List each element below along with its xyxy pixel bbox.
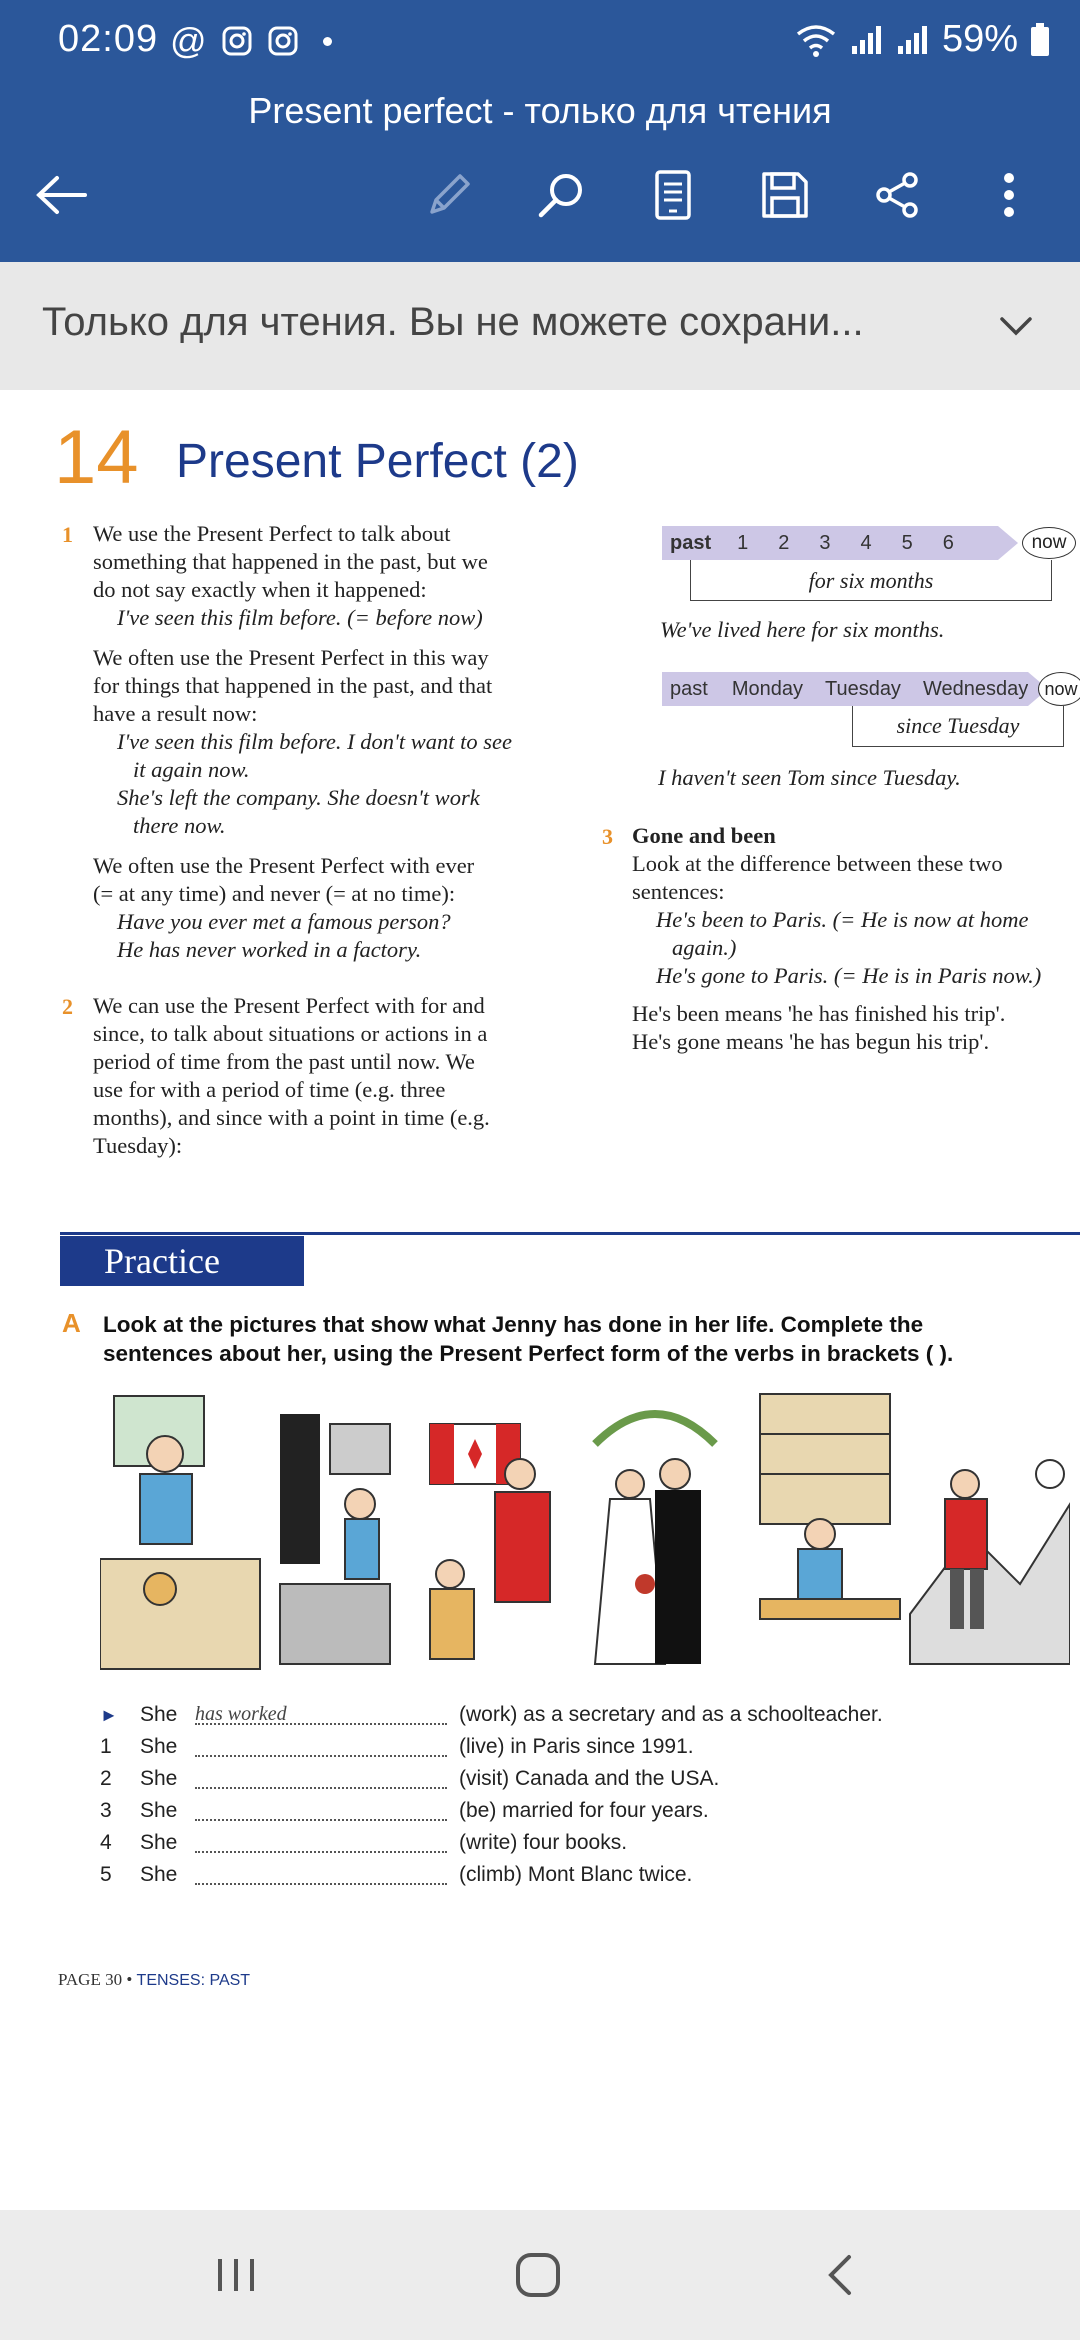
item-prompt: (write) four books.: [459, 1831, 628, 1854]
text-line: We often use the Present Perfect with ever: [93, 853, 475, 878]
document-title: Present perfect - только для чтения: [248, 90, 832, 131]
footer-bullet: •: [126, 1970, 137, 1989]
section-1-text: [93, 520, 563, 964]
instruction-line: sentences about her, using the Present Perfect form of the verbs in brackets ( ).: [103, 1341, 954, 1366]
answer-blank[interactable]: [195, 1737, 447, 1757]
item-subject: She: [140, 1863, 178, 1886]
example-line: I've seen this film before. (= before now): [117, 605, 483, 630]
timeline-label: past: [670, 677, 708, 700]
text-line: sentences:: [632, 879, 725, 904]
battery-percent: 59%: [941, 18, 1018, 60]
text-line: He's gone means 'he has begun his trip'.: [632, 1029, 990, 1054]
wifi-icon: [794, 22, 838, 58]
practice-divider: [60, 1232, 1080, 1235]
item-prompt: (be) married for four years.: [459, 1799, 709, 1822]
reading-view-button[interactable]: [638, 160, 708, 230]
system-navigation-bar: [0, 2210, 1080, 2340]
more-vertical-icon: [999, 170, 1019, 220]
answer-blank[interactable]: [195, 1865, 447, 1885]
writer-illustration: [750, 1384, 900, 1684]
page-footer: [58, 1970, 250, 1990]
status-time: 02:09: [58, 18, 159, 60]
chevron-left-icon: [825, 2253, 855, 2297]
chevron-down-icon: [999, 315, 1033, 337]
teacher-illustration: [100, 1384, 260, 1684]
example-line: I've seen this film before. I don't want to see: [117, 729, 512, 754]
example-line: it again now.: [133, 757, 250, 782]
item-number: 5: [100, 1863, 112, 1886]
item-number: ►: [100, 1704, 118, 1725]
text-line: months), and since with a point in time (e.g.: [93, 1105, 490, 1130]
at-sign-icon: @: [170, 20, 207, 61]
answer-blank[interactable]: [195, 1769, 447, 1789]
section-1-number: 1: [62, 522, 73, 547]
back-button[interactable]: [26, 160, 96, 230]
section-heading: Gone and been: [632, 823, 776, 848]
example-line: He's been to Paris. (= He is now at home: [656, 907, 1029, 932]
exercise-item: [100, 1860, 692, 1890]
search-icon: [536, 170, 586, 220]
now-marker: now: [1022, 527, 1076, 559]
wedding-illustration: [575, 1384, 735, 1684]
timeline-label: 1: [737, 531, 749, 554]
exercise-item: [100, 1828, 627, 1858]
section-2-text: [93, 992, 563, 1160]
search-button[interactable]: [526, 160, 596, 230]
text-line: for things that happened in the past, and that: [93, 673, 493, 698]
timeline-six-months: [662, 526, 998, 560]
timeline-label: 5: [901, 531, 913, 554]
duration-bracket: since Tuesday: [852, 706, 1064, 747]
instruction-line: Look at the pictures that show what Jenny has done in her life. Complete the: [103, 1312, 924, 1337]
instagram-icon: [221, 25, 253, 57]
now-marker: now: [1038, 672, 1080, 706]
item-prompt: (live) in Paris since 1991.: [459, 1735, 694, 1758]
text-line: use for with a period of time (e.g. three: [93, 1077, 446, 1102]
section-2-number: 2: [62, 994, 73, 1019]
text-line: have a result now:: [93, 701, 258, 726]
mobile-view-icon: [653, 169, 693, 221]
item-number: 3: [100, 1799, 112, 1822]
expand-banner-button[interactable]: [988, 298, 1044, 354]
pencil-icon: [424, 170, 474, 220]
recent-apps-button[interactable]: [196, 2240, 276, 2310]
timeline-label: 2: [778, 531, 790, 554]
item-prompt: (climb) Mont Blanc twice.: [459, 1863, 693, 1886]
text-line: We often use the Present Perfect in this way: [93, 645, 489, 670]
answer-blank[interactable]: [195, 1833, 447, 1853]
timeline-label: Monday: [731, 677, 803, 700]
instagram-icon: [267, 25, 299, 57]
text-line: period of time from the past until now. We: [93, 1049, 475, 1074]
exercise-item: [100, 1700, 883, 1730]
save-icon: [760, 170, 810, 220]
duration-bracket: for six months: [690, 560, 1052, 601]
item-subject: She: [140, 1703, 178, 1726]
paris-illustration: [270, 1384, 400, 1684]
climber-illustration: [910, 1384, 1070, 1684]
timeline-label: 6: [942, 531, 954, 554]
home-button[interactable]: [498, 2240, 578, 2310]
answer-blank[interactable]: [195, 1801, 447, 1821]
answer-blank[interactable]: has worked: [195, 1705, 447, 1725]
text-line: We use the Present Perfect to talk about: [93, 521, 451, 546]
signal-icon: [850, 24, 884, 56]
exercise-illustrations: [100, 1384, 1070, 1684]
timeline-arrow: [998, 526, 1018, 560]
example-line: Have you ever met a famous person?: [117, 909, 451, 934]
save-button[interactable]: [750, 160, 820, 230]
example-line: He has never worked in a factory.: [117, 937, 422, 962]
item-subject: She: [140, 1767, 178, 1790]
item-number: 2: [100, 1767, 112, 1790]
battery-icon: [1030, 23, 1050, 57]
timeline-example: We've lived here for six months.: [660, 617, 945, 642]
share-icon: [872, 170, 922, 220]
item-prompt: (visit) Canada and the USA.: [459, 1767, 720, 1790]
text-line: since, to talk about situations or actions in a: [93, 1021, 488, 1046]
arrow-left-icon: [35, 175, 87, 215]
timeline-label: 3: [819, 531, 831, 554]
example-line: there now.: [133, 813, 226, 838]
edit-button[interactable]: [414, 160, 484, 230]
unit-title: Present Perfect (2): [176, 435, 579, 488]
more-options-button[interactable]: [974, 160, 1044, 230]
signal-icon: [896, 24, 930, 56]
text-line: Tuesday):: [93, 1133, 183, 1158]
status-notification-icons: [170, 20, 332, 62]
text-line: Look at the difference between these two: [632, 851, 1003, 876]
example-line: He's gone to Paris. (= He is in Paris now.): [656, 963, 1042, 988]
timeline-label: Tuesday: [824, 677, 901, 700]
example-line: She's left the company. She doesn't work: [117, 785, 480, 810]
timeline-label: 4: [860, 531, 872, 554]
item-subject: She: [140, 1831, 178, 1854]
text-line: We can use the Present Perfect with for and: [93, 993, 485, 1018]
status-right: [794, 18, 1050, 61]
text-line: something that happened in the past, but we: [93, 549, 488, 574]
recent-apps-icon: [214, 2255, 258, 2295]
section-3-text: [632, 822, 1072, 1056]
document-page[interactable]: [0, 390, 1080, 2210]
example-line: again.): [672, 935, 737, 960]
practice-heading: Practice: [60, 1236, 304, 1286]
canada-illustration: [410, 1384, 570, 1684]
item-subject: She: [140, 1799, 178, 1822]
read-only-message: Только для чтения. Вы не можете сохрани...: [42, 300, 864, 344]
footer-section: TENSES: PAST: [136, 1972, 251, 1989]
text-line: (= at any time) and never (= at no time):: [93, 881, 456, 906]
exercise-item: [100, 1732, 694, 1762]
dot-icon: [323, 37, 332, 46]
timeline-example: I haven't seen Tom since Tuesday.: [658, 765, 961, 790]
home-icon: [514, 2251, 562, 2299]
app-header: [0, 0, 1080, 262]
read-only-banner[interactable]: [0, 262, 1080, 390]
timeline-label: Wednesday: [922, 677, 1029, 700]
share-button[interactable]: [862, 160, 932, 230]
item-number: 4: [100, 1831, 112, 1854]
item-subject: She: [140, 1735, 178, 1758]
exercise-item: [100, 1796, 709, 1826]
item-prompt: (work) as a secretary and as a schoolteacher.: [459, 1703, 883, 1726]
unit-number: 14: [54, 415, 139, 500]
exercise-item: [100, 1764, 719, 1794]
exercise-letter: A: [62, 1308, 81, 1338]
exercise-instruction: [103, 1310, 1063, 1368]
text-line: do not say exactly when it happened:: [93, 577, 427, 602]
page-number: PAGE 30: [58, 1970, 123, 1989]
back-nav-button[interactable]: [800, 2240, 880, 2310]
text-line: He's been means 'he has finished his trip'.: [632, 1001, 1006, 1026]
section-3-number: 3: [602, 824, 613, 849]
item-number: 1: [100, 1735, 112, 1758]
timeline-since-tuesday: [662, 672, 1028, 706]
timeline-label: past: [670, 531, 712, 554]
